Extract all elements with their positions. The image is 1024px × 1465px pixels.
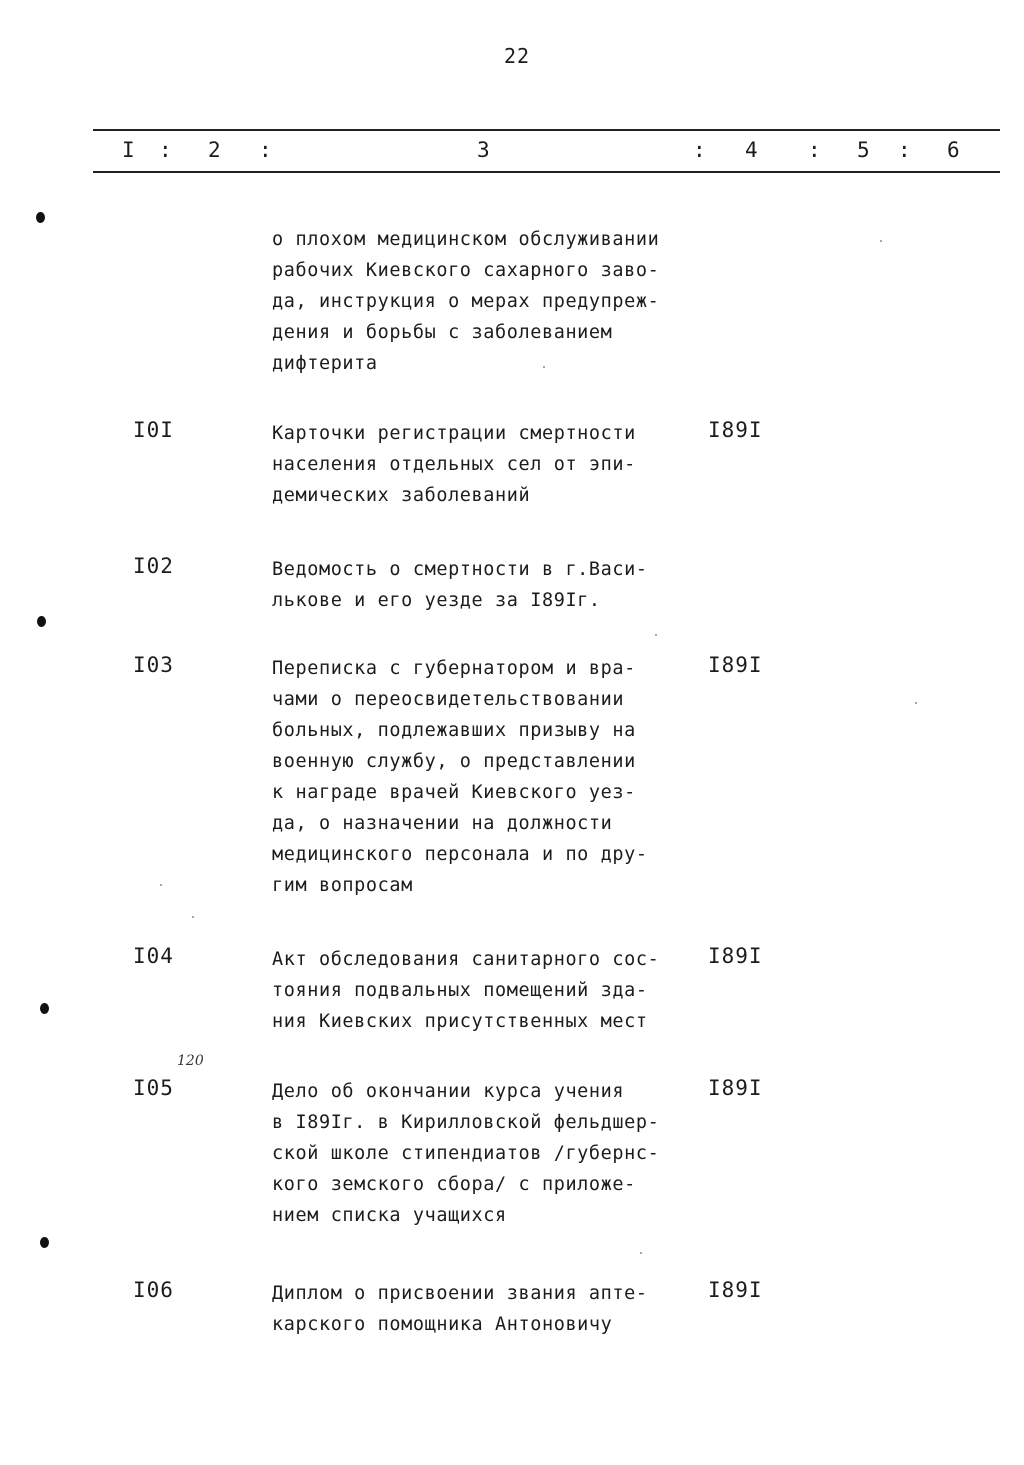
page-number: 22 — [503, 44, 531, 68]
column-header-2: 2 — [208, 138, 221, 162]
entry-year: I89I — [708, 1278, 763, 1302]
punch-hole-mark — [36, 212, 45, 223]
scan-speck — [880, 240, 882, 242]
scan-speck — [160, 884, 162, 886]
scan-speck — [192, 916, 194, 918]
column-separator: : — [159, 138, 172, 162]
punch-hole-mark — [40, 1003, 49, 1014]
entry-text: о плохом медицинском обслуживании рабочих Киевского сахарного заво- да, инструкция о мерах предупреж- дения и борьбы с заболеванием дифтерита — [272, 229, 660, 374]
column-header-6: 6 — [947, 138, 960, 162]
entry-number: I05 — [133, 1076, 174, 1100]
entry-text: Карточки регистрации смертности населения отдельных сел от эпи- демических заболеваний — [272, 423, 636, 506]
header-rule-bottom — [93, 171, 1000, 173]
column-header-4: 4 — [745, 138, 758, 162]
entry-text: Акт обследования санитарного сос- тояния подвальных помещений зда- ния Киевских присутственных мест — [272, 949, 660, 1032]
entry-text: Переписка с губернатором и вра- чами о переосвидетельствовании больных, подлежавших призыву на военную службу, о представлении к награде врачей Киевского уез- да, о назначении на должности медицинского персонала и по дру- гим вопросам — [272, 658, 648, 896]
entry-year: I89I — [708, 653, 763, 677]
header-rule-top — [93, 129, 1000, 131]
column-separator: : — [693, 138, 706, 162]
entry-number: I06 — [133, 1278, 174, 1302]
handwritten-annotation: 120 — [177, 1053, 204, 1069]
entry-year: I89I — [708, 944, 763, 968]
entry-text: Диплом о присвоении звания апте- карского помощника Антоновичу — [272, 1283, 648, 1335]
entry-text: Ведомость о смертности в г.Васи- лькове и его уезде за I89Iг. — [272, 559, 648, 611]
punch-hole-mark — [40, 1237, 49, 1248]
entry-year: I89I — [708, 1076, 763, 1100]
entry-number: I04 — [133, 944, 174, 968]
entry-number: I0I — [133, 418, 174, 442]
entry-year: I89I — [708, 418, 763, 442]
column-header-3: 3 — [477, 138, 490, 162]
entry-number: I02 — [133, 554, 174, 578]
column-header-1: I — [122, 138, 135, 162]
punch-hole-mark — [37, 616, 46, 627]
entry-text: Дело об окончании курса учения в I89Iг. в Кирилловской фельдшер- ской школе стипендиатов /губернс- кого земского сбора/ с приложе- нием списка учащихся — [272, 1081, 660, 1226]
column-separator: : — [259, 138, 272, 162]
entry-number: I03 — [133, 653, 174, 677]
scan-speck — [543, 366, 545, 368]
column-header-5: 5 — [857, 138, 870, 162]
column-separator: : — [898, 138, 911, 162]
scan-speck — [655, 634, 657, 636]
scan-speck — [915, 702, 917, 704]
column-separator: : — [808, 138, 821, 162]
scan-speck — [640, 1252, 642, 1254]
